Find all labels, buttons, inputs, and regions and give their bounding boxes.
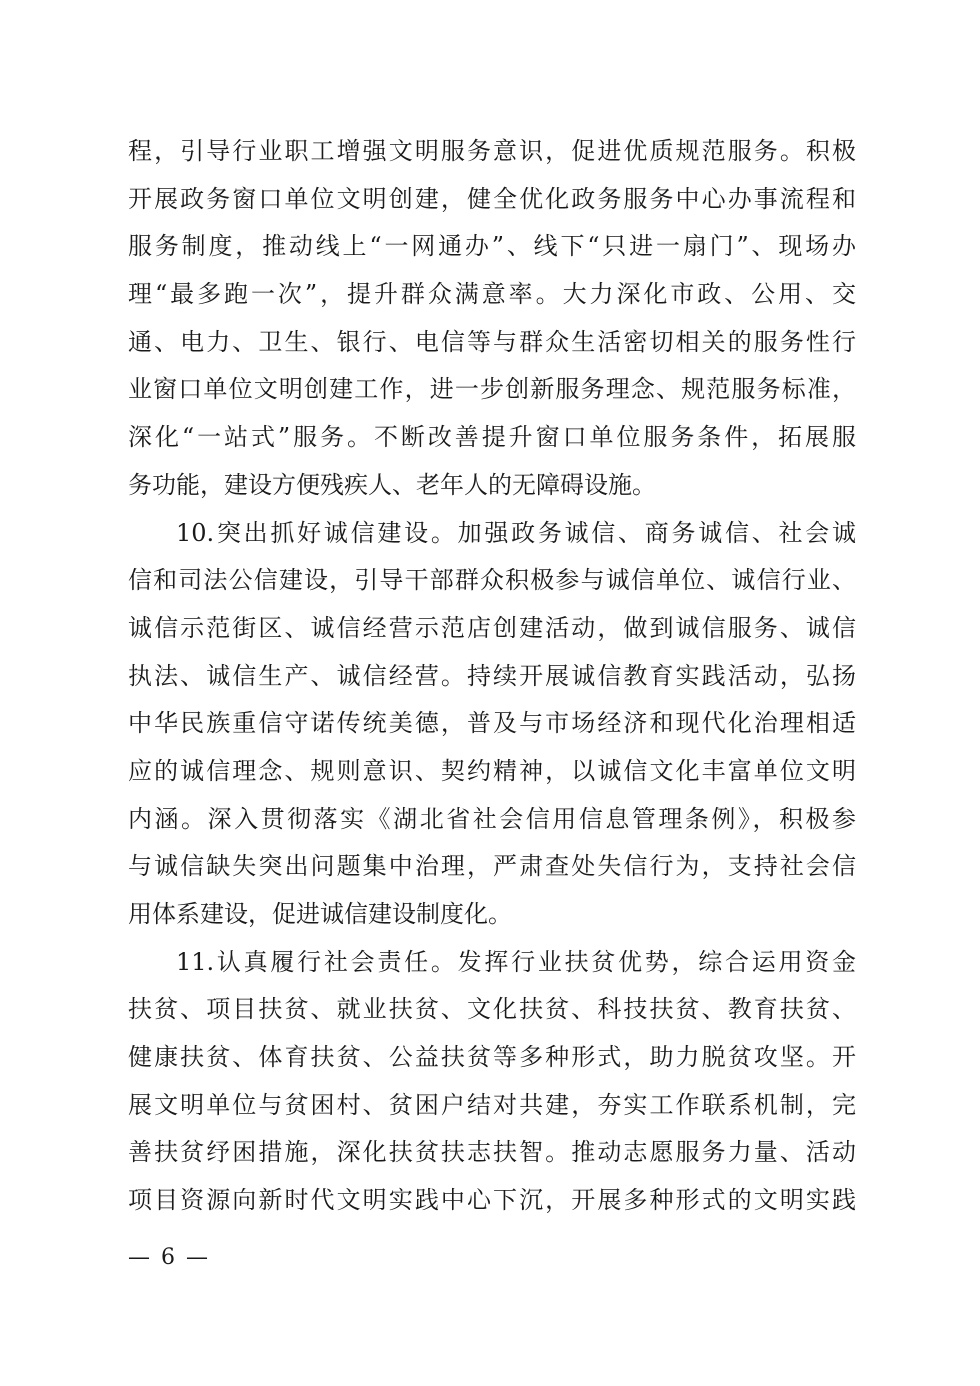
section-10-heading-line: 10.突出抓好诚信建设。加强政务诚信、商务诚信、社会诚 xyxy=(176,518,856,547)
text-line: 程，引导行业职工增强文明服务意识，促进优质规范服务。积极 xyxy=(128,137,856,165)
text-line: 项目资源向新时代文明实践中心下沉，开展多种形式的文明实践 xyxy=(128,1186,856,1215)
text-line: 健康扶贫、体育扶贫、公益扶贫等多种形式，助力脱贫攻坚。开 xyxy=(128,1043,856,1072)
text-line: 内涵。深入贯彻落实《湖北省社会信用信息管理条例》，积极参 xyxy=(128,804,856,833)
text-line: 中华民族重信守诺传统美德，普及与市场经济和现代化治理相适 xyxy=(128,709,856,738)
text-line: 展文明单位与贫困村、贫困户结对共建，夯实工作联系机制，完 xyxy=(128,1090,856,1119)
text-line: 业窗口单位文明创建工作，进一步创新服务理念、规范服务标准， xyxy=(128,375,856,404)
text-line: 理“最多跑一次”，提升群众满意率。大力深化市政、公用、交 xyxy=(128,280,856,309)
text-line: 善扶贫纾困措施，深化扶贫扶志扶智。推动志愿服务力量、活动 xyxy=(128,1138,856,1167)
text-line: 务功能，建设方便残疾人、老年人的无障碍设施。 xyxy=(128,470,656,499)
text-line: 扶贫、项目扶贫、就业扶贫、文化扶贫、科技扶贫、教育扶贫、 xyxy=(128,995,856,1024)
text-line: 应的诚信理念、规则意识、契约精神，以诚信文化丰富单位文明 xyxy=(128,756,856,785)
page-number: — 6 — xyxy=(128,1245,210,1270)
text-line: 诚信示范街区、诚信经营示范店创建活动，做到诚信服务、诚信 xyxy=(128,613,856,642)
text-line: 用体系建设，促进诚信建设制度化。 xyxy=(128,900,512,928)
text-line: 服务制度，推动线上“一网通办”、线下“只进一扇门”、现场办 xyxy=(128,232,856,261)
section-11-heading-line: 11.认真履行社会责任。发挥行业扶贫优势，综合运用资金 xyxy=(176,947,856,976)
text-line: 开展政务窗口单位文明创建，健全优化政务服务中心办事流程和 xyxy=(128,184,856,213)
text-line: 与诚信缺失突出问题集中治理，严肃查处失信行为，支持社会信 xyxy=(128,852,856,881)
text-line: 通、电力、卫生、银行、电信等与群众生活密切相关的服务性行 xyxy=(128,327,856,356)
text-line: 深化“一站式”服务。不断改善提升窗口单位服务条件，拓展服 xyxy=(128,423,856,452)
text-line: 信和司法公信建设，引导干部群众积极参与诚信单位、诚信行业、 xyxy=(128,566,856,595)
text-line: 执法、诚信生产、诚信经营。持续开展诚信教育实践活动，弘扬 xyxy=(128,661,856,690)
body-text xyxy=(128,128,856,1225)
